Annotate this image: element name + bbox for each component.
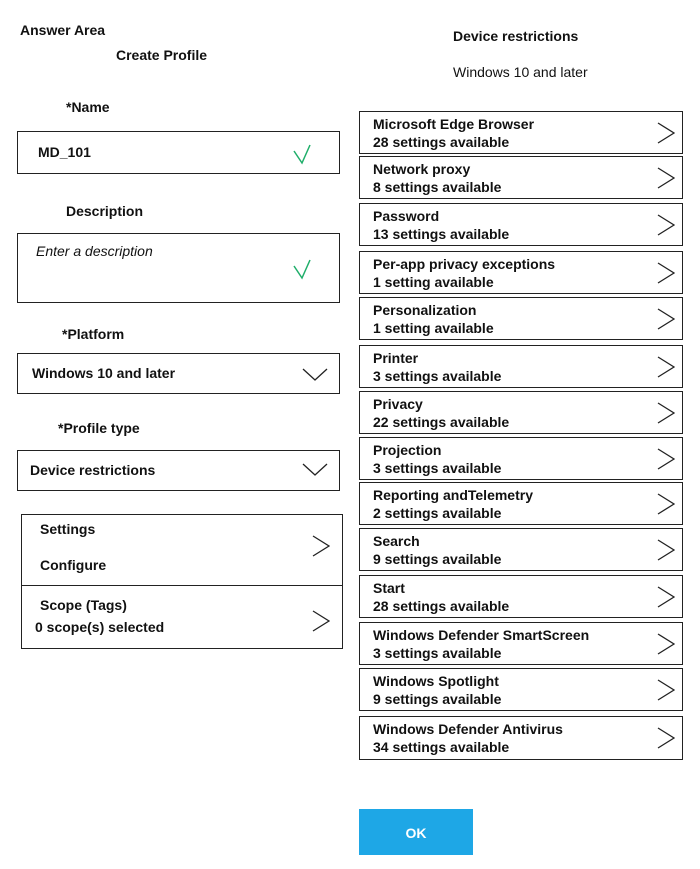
chevron-right-icon	[657, 539, 675, 561]
description-placeholder: Enter a description	[36, 243, 153, 259]
scope-label: Scope (Tags)	[40, 597, 127, 613]
chevron-down-icon	[302, 463, 328, 477]
ok-button[interactable]: OK	[359, 809, 473, 855]
setting-item-title: Microsoft Edge Browser	[373, 116, 535, 132]
setting-item-title: Network proxy	[373, 161, 471, 177]
setting-item-reporting-and-telemetry[interactable]	[359, 482, 683, 525]
chevron-right-icon	[657, 586, 675, 608]
setting-item-count: 9 settings available	[373, 551, 502, 567]
setting-item-title: Personalization	[373, 302, 477, 318]
setting-item-network-proxy[interactable]	[359, 156, 683, 199]
settings-label: Settings	[40, 521, 96, 537]
platform-value: Windows 10 and later	[32, 365, 176, 381]
chevron-right-icon	[657, 214, 675, 236]
setting-item-title: Start	[373, 580, 405, 596]
setting-item-projection[interactable]	[359, 437, 683, 480]
setting-item-title: Windows Spotlight	[373, 673, 499, 689]
setting-item-title: Search	[373, 533, 420, 549]
chevron-right-icon	[312, 610, 330, 632]
chevron-right-icon	[657, 679, 675, 701]
setting-item-personalization[interactable]	[359, 297, 683, 340]
check-icon	[293, 258, 311, 280]
settings-value: Configure	[40, 557, 107, 573]
chevron-right-icon	[657, 448, 675, 470]
platform-select[interactable]	[17, 353, 340, 394]
setting-item-title: Per-app privacy exceptions	[373, 256, 556, 272]
setting-item-count: 3 settings available	[373, 460, 502, 476]
setting-item-count: 3 settings available	[373, 645, 502, 661]
setting-item-windows-spotlight[interactable]	[359, 668, 683, 711]
settings-row[interactable]	[21, 514, 343, 586]
setting-item-windows-defender-antivirus[interactable]	[359, 716, 683, 760]
chevron-right-icon	[657, 493, 675, 515]
setting-item-title: Reporting andTelemetry	[373, 487, 533, 503]
setting-item-title: Windows Defender SmartScreen	[373, 627, 590, 643]
setting-item-search[interactable]	[359, 528, 683, 571]
setting-item-title: Privacy	[373, 396, 423, 412]
setting-item-start[interactable]	[359, 575, 683, 618]
name-value: MD_101	[38, 144, 91, 160]
setting-item-title: Windows Defender Antivirus	[373, 721, 563, 737]
setting-item-privacy[interactable]	[359, 391, 683, 434]
create-profile-title: Create Profile	[116, 47, 208, 63]
profile-type-select[interactable]	[17, 450, 340, 491]
chevron-right-icon	[657, 402, 675, 424]
scope-value: 0 scope(s) selected	[35, 619, 165, 635]
setting-item-count: 34 settings available	[373, 739, 510, 755]
chevron-right-icon	[657, 122, 675, 144]
chevron-right-icon	[657, 167, 675, 189]
setting-item-title: Printer	[373, 350, 419, 366]
description-field[interactable]	[17, 233, 340, 303]
profile-type-label: *Profile type	[58, 420, 140, 436]
setting-item-count: 28 settings available	[373, 598, 510, 614]
chevron-right-icon	[312, 535, 330, 557]
check-icon	[293, 143, 311, 165]
setting-item-count: 2 settings available	[373, 505, 502, 521]
profile-type-value: Device restrictions	[30, 462, 156, 478]
chevron-right-icon	[657, 727, 675, 749]
chevron-right-icon	[657, 356, 675, 378]
chevron-right-icon	[657, 633, 675, 655]
name-label: *Name	[66, 99, 110, 115]
setting-item-printer[interactable]	[359, 345, 683, 388]
setting-item-password[interactable]	[359, 203, 683, 246]
setting-item-count: 9 settings available	[373, 691, 502, 707]
chevron-right-icon	[657, 262, 675, 284]
chevron-right-icon	[657, 308, 675, 330]
answer-area-label: Answer Area	[20, 22, 106, 38]
setting-item-title: Projection	[373, 442, 442, 458]
setting-item-count: 1 setting available	[373, 320, 494, 336]
platform-label: *Platform	[62, 326, 125, 342]
setting-item-count: 1 setting available	[373, 274, 494, 290]
name-field[interactable]	[17, 131, 340, 174]
setting-item-count: 8 settings available	[373, 179, 502, 195]
setting-item-count: 13 settings available	[373, 226, 510, 242]
scope-tags-row[interactable]	[21, 585, 343, 649]
device-restrictions-subtitle: Windows 10 and later	[453, 64, 588, 80]
setting-item-per-app-privacy-exceptions[interactable]	[359, 251, 683, 294]
setting-item-windows-defender-smartscreen[interactable]	[359, 622, 683, 665]
chevron-down-icon	[302, 368, 328, 382]
device-restrictions-title: Device restrictions	[453, 28, 579, 44]
setting-item-count: 28 settings available	[373, 134, 510, 150]
description-label: Description	[66, 203, 144, 219]
setting-item-microsoft-edge-browser[interactable]	[359, 111, 683, 154]
setting-item-count: 22 settings available	[373, 414, 510, 430]
setting-item-count: 3 settings available	[373, 368, 502, 384]
setting-item-title: Password	[373, 208, 440, 224]
